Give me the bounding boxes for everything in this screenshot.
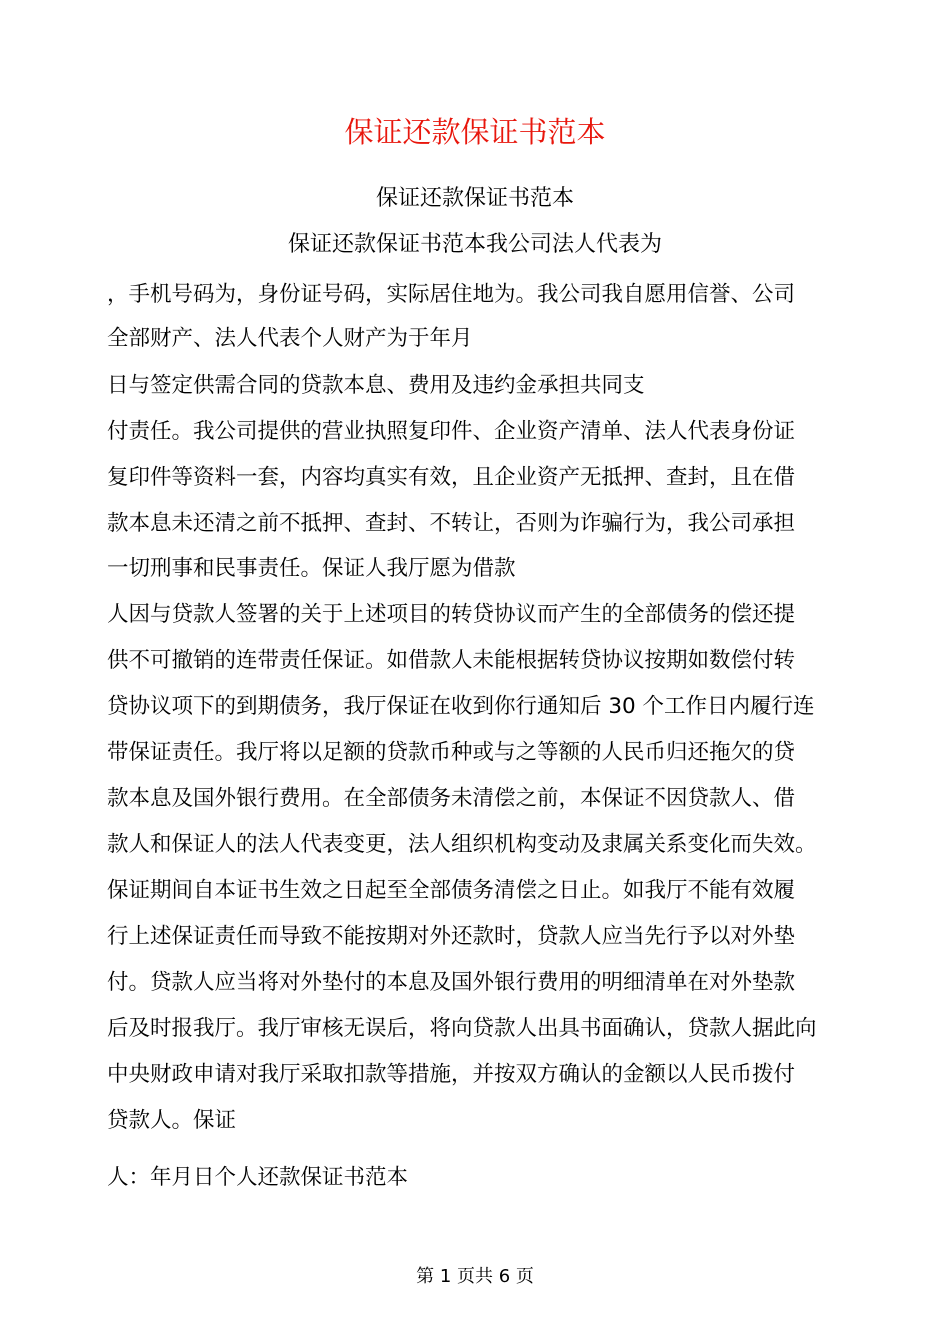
body-line: 款本息未还清之前不抵押、查封、不转让，否则为诈骗行为，我公司承担 [107, 511, 796, 536]
body-line: 款人和保证人的法人代表变更，法人组织机构变动及隶属关系变化而失效。 [107, 832, 817, 857]
body-line: 复印件等资料一套，内容均真实有效，且企业资产无抵押、查封，且在借 [107, 465, 796, 490]
document-title: 保证还款保证书范本 [344, 115, 606, 149]
body-line: 行上述保证责任而导致不能按期对外还款时，贷款人应当先行予以对外垫 [107, 924, 796, 949]
body-line: 一切刑事和民事责任。保证人我厅愿为借款 [107, 556, 516, 581]
body-line: 贷款人。保证 [107, 1108, 237, 1133]
body-line: 人：年月日个人还款保证书范本 [107, 1165, 409, 1190]
page-number: 第 1 页共 6 页 [416, 1266, 534, 1287]
body-line: ，手机号码为，身份证号码，实际居住地为。我公司我自愿用信誉、公司 [107, 282, 796, 307]
body-line: 后及时报我厅。我厅审核无误后，将向贷款人出具书面确认，贷款人据此向 [107, 1016, 817, 1041]
body-line: 日与签定供需合同的贷款本息、费用及违约金承担共同支 [107, 373, 645, 398]
body-line: 全部财产、法人代表个人财产为于年月 [107, 326, 473, 351]
body-line: 付责任。我公司提供的营业执照复印件、企业资产清单、法人代表身份证 [107, 419, 796, 444]
body-line: 贷协议项下的到期债务，我厅保证在收到你行通知后 30 个工作日内履行连 [107, 694, 815, 719]
body-line: 付。贷款人应当将对外垫付的本息及国外银行费用的明细清单在对外垫款 [107, 970, 796, 995]
body-line: 中央财政申请对我厅采取扣款等措施，并按双方确认的金额以人民币拨付 [107, 1062, 796, 1087]
body-line: 人因与贷款人签署的关于上述项目的转贷协议而产生的全部债务的偿还提 [107, 602, 796, 627]
intro-line: 保证还款保证书范本我公司法人代表为 [287, 232, 662, 257]
body-line: 带保证责任。我厅将以足额的贷款币种或与之等额的人民币归还拖欠的贷 [107, 740, 796, 765]
body-line: 款本息及国外银行费用。在全部债务未清偿之前，本保证不因贷款人、借 [107, 786, 796, 811]
document-subtitle: 保证还款保证书范本 [375, 186, 574, 211]
body-line: 保证期间自本证书生效之日起至全部债务清偿之日止。如我厅不能有效履 [107, 878, 796, 903]
body-line: 供不可撤销的连带责任保证。如借款人未能根据转贷协议按期如数偿付转 [107, 648, 796, 673]
